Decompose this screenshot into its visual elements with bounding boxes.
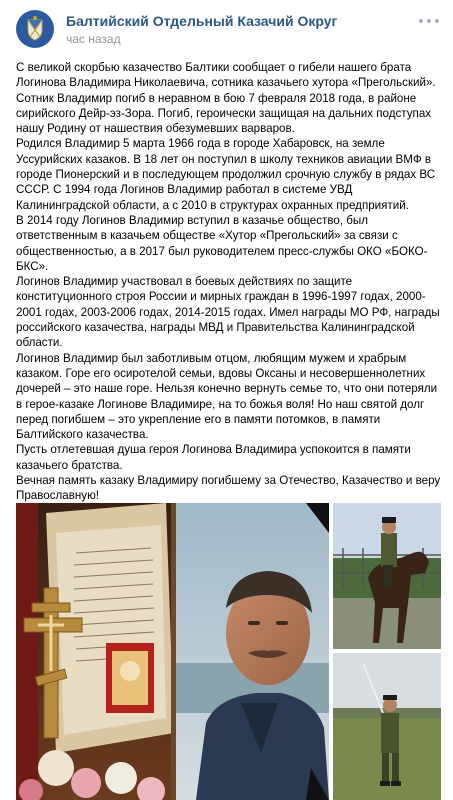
cossack-on-horse-photo[interactable] [333,503,441,649]
post-paragraph: Вечная память казаку Владимиру погибшему за Отечество, Казачество и веру Православную! [16,474,441,503]
memorial-photo[interactable] [16,503,329,800]
cossack-on-horse-image [333,503,441,649]
dot-icon [427,19,431,23]
memorial-photo-image [16,503,329,800]
dot-icon [419,19,423,23]
group-name-link[interactable]: Балтийский Отдельный Казачий Округ [66,13,338,29]
cossack-with-saber-image [333,653,441,800]
post-paragraph: В 2014 году Логинов Владимир вступил в казачье общество, был ответственным в казачьем обществе «Хутор «Прегольский» за связи с общественностью, а в 2017 был руководителем пресс-службы ОКО «БОКО-БКС». [16,213,428,273]
post-time[interactable]: час назад [66,32,121,46]
cossack-emblem-icon [16,10,54,48]
photo-attachments [16,503,441,800]
post-paragraph: Пусть отлетевшая душа героя Логинова Владимира успокоится в памяти казачьего братства. [16,443,411,472]
post-text [16,60,441,504]
cossack-with-saber-photo[interactable] [333,653,441,800]
dot-icon [435,19,439,23]
more-options-button[interactable] [419,14,439,28]
post-paragraph: Логинов Владимир участвовал в боевых действиях по защите конституционного строя России и мирных граждан в 1996-1997 годах, 2000-2001 годах, 2003-2006 годах, 2014-2015 годах. Имел награды МО РФ, награды российского казачества, награды МВД и Правительства Калининградской области. [16,275,440,350]
post-header [0,0,453,52]
group-avatar[interactable] [16,10,54,48]
post-paragraph: Логинов Владимир был заботливым отцом, любящим мужем и храбрым казаком. Горе его осиротелой семьи, вдовы Оксаны и несовершеннолетних дочерей – это наше горе. Нельзя конечно вернуть семье то, что они потеряли в герое-казаке Логинове Владимире, на то божья воля! Но наш святой долг перед погибшем – это укрепление его в памяти потомков, в памяти Балтийского казачества. [16,351,438,442]
post-paragraph: Родился Владимир 5 марта 1966 года в городе Хабаровск, на земле Уссурийских казаков. В 18 лет он поступил в школу техников авиации ВМФ в городе Пионерский и в последующем продолжил срочную службу в рядах ВС СССР. С 1994 года Логинов Владимир работал в системе УВД Калининградской области, а с 2010 в структурах охранных предприятий. [16,137,436,212]
post-paragraph: С великой скорбью казачество Балтики сообщает о гибели нашего брата Логинова Владимира Николаевича, сотника казачьего хутора «Прегольский». Сотник Владимир погиб в неравном в бою 7 февраля 2018 года, в районе сирийского Дейр-эз-Зора. Погиб, героически защищая на дальних подступах нашу Родину от нашествия обезумевших варваров. [16,61,436,136]
